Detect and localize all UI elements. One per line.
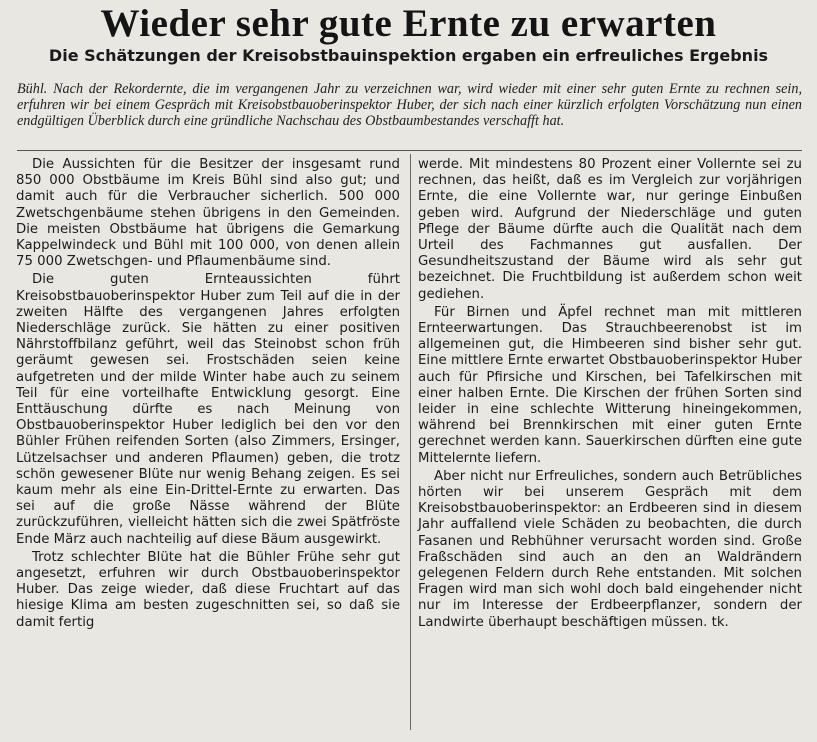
- paragraph: Die Aussichten für die Besitzer der insgesamt rund 850 000 Obstbäume im Kreis Bühl sind also gut; und damit auch für die Verbraucher sicherlich. 500 000 Zwetschgenbäume stehen übrigens in den Gemeinden. Die meisten Obstbäume hat übrigens die Gemarkung Kappelwindeck und Bühl mit 100 000, von denen allein 75 000 Zwetschgen- und Pflaumenbäume sind.: [16, 157, 400, 270]
- right-column: [418, 157, 802, 633]
- subheadline: Die Schätzungen der Kreisobstbauinspektion ergaben ein erfreuliches Ergebnis: [48, 46, 769, 65]
- lead-divider: [17, 150, 802, 151]
- paragraph: werde. Mit mindestens 80 Prozent einer Vollernte sei zu rechnen, das heißt, daß es im Vergleich zur vorjährigen Ernte, die eine Vollernte war, nur geringe Einbußen geben wird. Aufgrund der Niederschläge und guten Pflege der Bäume dürfte auch die Qualität nach dem Urteil des Fachmannes gut ausfallen. Der Gesundheitszustand der Bäume wird als sehr gut bezeichnet. Die Fruchtbildung ist außerdem schon weit gediehen.: [418, 157, 802, 302]
- column-divider: [410, 154, 411, 730]
- headline: Wieder sehr gute Ernte zu erwarten: [100, 2, 717, 45]
- paragraph: Die guten Ernteaussichten führt Kreisobstbauoberinspektor Huber zum Teil auf die in der zweiten Hälfte des vergangenen Jahres erfolgten Niederschläge zurück. Sie hätten zu einer positiven Nährstoffbilanz geführt, weil das Steinobst schon früh geräumt gewesen sei. Frostschäden seien keine aufgetreten und der milde Winter habe auch zu seinem Teil für eine vorteilhafte Entwicklung gesorgt. Eine Enttäuschung dürfte es nach Meinung von Obstbauoberinspektor Huber lediglich bei den vor den Bühler Frühen reifenden Sorten (also Zimmers, Ersinger, Lützelsachser und anderen Pflaumen) geben, die trotz schön gewesener Blüte nur wenig Behang zeigen. Es sei kaum mehr als eine Ein-Drittel-Ernte zu erwarten. Das sei auf die große Nässe während der Blüte zurückzuführen, vielleicht hätten sich die zwei Spätfröste Ende März auch nachteilig auf diese Bäum ausgewirkt.: [16, 272, 400, 547]
- lead-paragraph: Bühl. Nach der Rekordernte, die im vergangenen Jahr zu verzeichnen war, wird wieder mit einer sehr guten Ernte zu rechnen sein, erfuhren wir bei einem Gespräch mit Kreisobstbauoberinspektor Huber, der sich nach einer kürzlich erfolgten Vorschätzung nun einen endgültigen Überblick durch eine gründliche Nachschau des Obstbaumbestandes verschafft hat.: [17, 81, 802, 129]
- paragraph: Für Birnen und Äpfel rechnet man mit mittleren Ernteerwartungen. Das Strauchbeerenobst ist im allgemeinen gut, die Himbeeren sind bisher sehr gut. Eine mittlere Ernte erwartet Obstbauoberinspektor Huber auch für Pfirsiche und Kirschen, bei Tafelkirschen mit einer halben Ernte. Die Kirschen der frühen Sorten sind leider in eine schlechte Witterung hineingekommen, während bei Brennkirschen mit einer guten Ernte gerechnet werden kann. Sauerkirschen dürften eine gute Mittelernte liefern.: [418, 304, 802, 466]
- paragraph: Trotz schlechter Blüte hat die Bühler Frühe sehr gut angesetzt, erfuhren wir durch Obstbauoberinspektor Huber. Das zeige wieder, daß diese Fruchtart auf das hiesige Klima am besten zugeschnitten sei, so daß sie damit fertig: [16, 549, 400, 630]
- paragraph: Aber nicht nur Erfreuliches, sondern auch Betrübliches hörten wir bei unserem Gespräch mit dem Kreisobstbauoberinspektor: an Erdbeeren sind in diesem Jahr auffallend viele Schäden zu beobachten, die durch Fasanen und Rebhühner verursacht worden sind. Große Fraßschäden sind auch an den an Waldrändern gelegenen Feldern durch Rehe entstanden. Mit solchen Fragen wird man sich wohl doch bald eingehender nicht nur im Interesse der Erdbeerpflanzer, sondern der Landwirte überhaupt beschäftigen müssen. tk.: [418, 468, 802, 630]
- left-column: [16, 157, 400, 633]
